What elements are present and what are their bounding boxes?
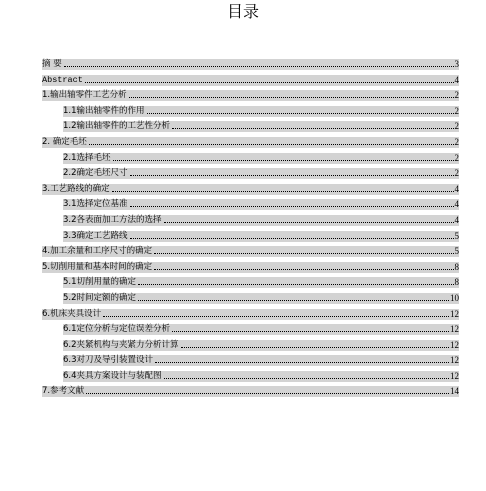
- toc-entry-page-number: 12: [450, 370, 459, 381]
- toc-entry-line: [63, 105, 459, 117]
- toc-entry[interactable]: [42, 322, 459, 338]
- toc-entry[interactable]: [42, 197, 459, 213]
- toc-entry-line: [63, 152, 459, 164]
- toc-dot-leader: [103, 316, 449, 317]
- toc-entry-page-number: 8: [454, 261, 459, 272]
- toc-entry-line: [63, 167, 459, 179]
- toc-dot-leader: [130, 238, 454, 239]
- toc-entry[interactable]: [42, 260, 459, 276]
- toc-entry-page-number: 4: [454, 214, 459, 225]
- toc-dot-leader: [85, 82, 454, 83]
- toc-entry-line: [63, 276, 459, 288]
- toc-entry-title: 1.输出轴零件工艺分析: [42, 90, 127, 101]
- toc-entry-title: 6.2夹紧机构与夹紧力分析计算: [63, 339, 179, 350]
- toc-entry-page-number: 12: [450, 324, 459, 335]
- toc-entry-page-number: 2: [454, 152, 459, 163]
- toc-entry-line: [63, 120, 459, 132]
- toc-dot-leader: [138, 300, 449, 301]
- toc-entry-title: 1.1输出轴零件的作用: [63, 105, 145, 116]
- toc-entry-title: 2.2确定毛坯尺寸: [63, 168, 128, 179]
- toc-entry-title: 6.1定位分析与定位误差分析: [63, 324, 171, 335]
- toc-dot-leader: [181, 347, 449, 348]
- toc-entry[interactable]: [42, 369, 459, 385]
- toc-entry-page-number: 12: [450, 339, 459, 350]
- toc-entry-line: [42, 136, 459, 148]
- toc-entry[interactable]: [42, 73, 459, 89]
- toc-dot-leader: [130, 175, 454, 176]
- toc-entry[interactable]: [42, 307, 459, 323]
- toc-entry-line: [63, 214, 459, 226]
- toc-entry-title: 3.3确定工艺路线: [63, 230, 128, 241]
- toc-dot-leader: [113, 160, 454, 161]
- toc-dot-leader: [164, 378, 449, 379]
- toc-entry-title: 6.3对刀及导引装置设计: [63, 355, 154, 366]
- toc-entry-page-number: 2: [454, 105, 459, 116]
- toc-entry-page-number: 4: [454, 183, 459, 194]
- toc-entry-page-number: 5: [454, 230, 459, 241]
- table-of-contents: [42, 57, 459, 400]
- toc-entry-page-number: 2: [454, 168, 459, 179]
- toc-entry[interactable]: [42, 229, 459, 245]
- toc-dot-leader: [154, 253, 453, 254]
- toc-entry-title: 6.4夹具方案设计与装配图: [63, 370, 162, 381]
- toc-dot-leader: [172, 331, 449, 332]
- toc-entry-line: [63, 292, 459, 304]
- toc-entry-page-number: 12: [450, 308, 459, 319]
- toc-dot-leader: [164, 222, 454, 223]
- toc-entry-page-number: 3: [454, 59, 459, 69]
- toc-entry-page-number: 5: [454, 246, 459, 257]
- toc-entry-line: [63, 323, 459, 335]
- toc-entry[interactable]: [42, 119, 459, 135]
- toc-entry[interactable]: [42, 384, 459, 400]
- toc-entry-title: 2.1选择毛坯: [63, 152, 111, 163]
- toc-entry-line: [63, 339, 459, 351]
- toc-entry[interactable]: [42, 57, 459, 73]
- toc-entry-page-number: 4: [454, 199, 459, 210]
- toc-entry-line: [63, 230, 459, 242]
- toc-dot-leader: [112, 191, 454, 192]
- toc-entry[interactable]: [42, 88, 459, 104]
- toc-entry-line: [42, 183, 459, 195]
- toc-entry-line: [42, 89, 459, 101]
- toc-entry-title: 5.切削用量和基本时间的确定: [42, 261, 153, 272]
- toc-entry-line: [63, 198, 459, 210]
- toc-entry-title: 2. 确定毛坯: [42, 136, 87, 147]
- toc-entry-page-number: 2: [454, 136, 459, 147]
- toc-entry[interactable]: [42, 275, 459, 291]
- toc-entry[interactable]: [42, 353, 459, 369]
- toc-dot-leader: [172, 128, 453, 129]
- toc-entry-title: 7.参考文献: [42, 386, 85, 397]
- toc-dot-leader: [138, 284, 453, 285]
- toc-dot-leader: [89, 144, 454, 145]
- toc-entry-page-number: 4: [454, 74, 459, 85]
- toc-dot-leader: [147, 113, 454, 114]
- toc-entry-line: [42, 245, 459, 257]
- toc-dot-leader: [155, 362, 449, 363]
- toc-entry-line: [42, 58, 459, 70]
- toc-entry-page-number: 10: [450, 292, 459, 303]
- toc-entry-title: 6.机床夹具设计: [42, 308, 102, 319]
- toc-entry-page-number: 12: [450, 355, 459, 366]
- toc-dot-leader: [130, 206, 454, 207]
- toc-entry[interactable]: [42, 291, 459, 307]
- toc-entry-title: Abstract: [42, 74, 83, 85]
- toc-entry[interactable]: [42, 338, 459, 354]
- toc-entry-title: 5.2时间定额的确定: [63, 292, 137, 303]
- toc-entry-title: 摘 要: [42, 59, 62, 69]
- toc-entry-line: [42, 261, 459, 273]
- toc-entry[interactable]: [42, 166, 459, 182]
- toc-entry[interactable]: [42, 213, 459, 229]
- toc-entry[interactable]: [42, 104, 459, 120]
- toc-dot-leader: [129, 97, 454, 98]
- toc-entry[interactable]: [42, 135, 459, 151]
- toc-dot-leader: [64, 66, 454, 67]
- toc-entry-line: [42, 385, 459, 397]
- toc-entry-page-number: 8: [454, 277, 459, 288]
- page-title: 目录: [226, 2, 259, 21]
- toc-entry-title: 4.加工余量和工序尺寸的确定: [42, 246, 153, 257]
- toc-entry-title: 1.2输出轴零件的工艺性分析: [63, 121, 171, 132]
- toc-entry-line: [63, 370, 459, 382]
- toc-entry-line: [42, 74, 459, 86]
- toc-dot-leader: [86, 393, 449, 394]
- toc-entry-title: 3.2各表面加工方法的选择: [63, 214, 162, 225]
- toc-entry-page-number: 2: [454, 121, 459, 132]
- toc-entry-page-number: 14: [450, 386, 459, 397]
- toc-entry-line: [63, 354, 459, 366]
- toc-entry[interactable]: [42, 244, 459, 260]
- toc-entry[interactable]: [42, 151, 459, 167]
- toc-entry-line: [42, 308, 459, 320]
- toc-entry-title: 3.1选择定位基准: [63, 199, 128, 210]
- toc-entry-page-number: 2: [454, 90, 459, 101]
- toc-entry-title: 5.1切削用量的确定: [63, 277, 137, 288]
- toc-dot-leader: [154, 269, 453, 270]
- toc-entry[interactable]: [42, 182, 459, 198]
- toc-entry-title: 3.工艺路线的确定: [42, 183, 110, 194]
